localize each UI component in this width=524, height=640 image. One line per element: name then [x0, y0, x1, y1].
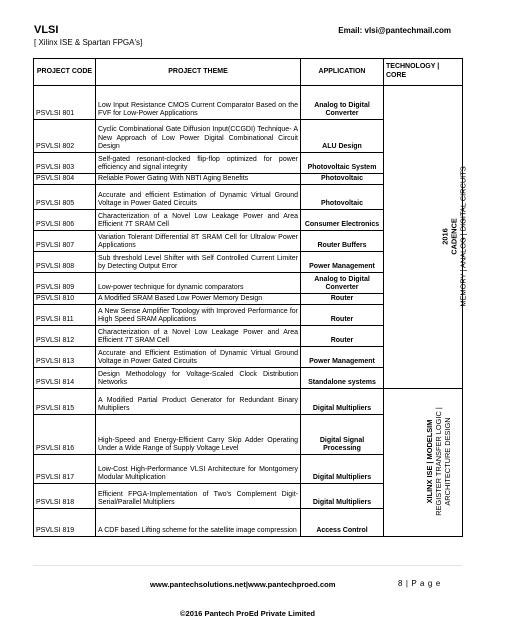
project-theme: Characterization of a Novel Low Leakage Power and Area Efficient 7T SRAM Cell [96, 326, 301, 347]
project-theme: Cyclic Combinational Gate Diffusion Input(CCGDI) Technique- A New Approach of Low Power Digital Combinational Circuit Design [96, 120, 301, 153]
footer-links: www.pantechsolutions.net|www.pantechproed.com [150, 580, 336, 589]
project-code: PSVLSI 801 [34, 86, 96, 120]
project-theme: Self-gated resonant-clocked flip-flop optimized for power efficiency and signal integrity [96, 153, 301, 174]
project-application: Photovoltaic [301, 185, 384, 210]
project-theme: Variation Tolerant Differential 8T SRAM Cell for Ultralow Power Applications [96, 231, 301, 252]
project-theme: Accurate and Efficient Estimation of Dynamic Virtual Ground Voltage in Power Gated Circuits [96, 347, 301, 368]
project-theme: Reliable Power Gating With NBTI Aging Benefits [96, 174, 301, 185]
project-code: PSVLSI 816 [34, 415, 96, 455]
project-application: Digital Multipliers [301, 455, 384, 484]
project-code: PSVLSI 815 [34, 389, 96, 415]
project-code: PSVLSI 802 [34, 120, 96, 153]
project-application: Standalone systems [301, 368, 384, 389]
project-code: PSVLSI 818 [34, 484, 96, 509]
project-application: Analog to Digital Converter [301, 273, 384, 294]
document-title: VLSI [34, 24, 59, 36]
projects-table [33, 58, 468, 537]
project-theme: Characterization of a Novel Low Leakage Power and Area Efficient 7T SRAM Cell [96, 210, 301, 231]
project-theme: High-Speed and Energy-Efficient Carry Skip Adder Operating Under a Wide Range of Supply Voltage Level [96, 415, 301, 455]
project-code: PSVLSI 817 [34, 455, 96, 484]
project-theme: Efficient FPGA-Implementation of Two's Complement Digit-Serial/Parallel Multipliers [96, 484, 301, 509]
project-code: PSVLSI 814 [34, 368, 96, 389]
project-code: PSVLSI 804 [34, 174, 96, 185]
project-code: PSVLSI 805 [34, 185, 96, 210]
technology-label: XILINX ISE | MODELSIM REGISTER TRANSFER LOGIC | ARCHITECTURE DESIGN [424, 407, 452, 516]
project-code: PSVLSI 803 [34, 153, 96, 174]
header-email: Email: vlsi@pantechmail.com [338, 26, 451, 35]
project-application: Access Control [301, 509, 384, 537]
table-row [34, 86, 463, 120]
project-theme: A Modified SRAM Based Low Power Memory Design [96, 294, 301, 305]
technology-group-xilinx [384, 389, 463, 537]
footer-divider [33, 565, 462, 566]
project-application: Analog to Digital Converter [301, 86, 384, 120]
technology-group-cadence [384, 86, 468, 389]
project-theme: Sub threshold Level Shifter with Self Controlled Current Limiter by Detecting Output Error [96, 252, 301, 273]
project-application: Photovoltaic [301, 174, 384, 185]
project-code: PSVLSI 809 [34, 273, 96, 294]
project-application: Router [301, 305, 384, 326]
project-code: PSVLSI 807 [34, 231, 96, 252]
project-application: Digital Signal Processing [301, 415, 384, 455]
project-theme: Low-power technique for dynamic comparators [96, 273, 301, 294]
project-code: PSVLSI 810 [34, 294, 96, 305]
document-subtitle: [ Xilinx ISE & Spartan FPGA's] [34, 38, 143, 47]
project-code: PSVLSI 812 [34, 326, 96, 347]
column-header-code: PROJECT CODE [34, 59, 96, 86]
project-application: Router [301, 294, 384, 305]
project-theme: A New Sense Amplifier Topology with Improved Performance for High Speed SRAM Applications [96, 305, 301, 326]
project-code: PSVLSI 806 [34, 210, 96, 231]
project-code: PSVLSI 811 [34, 305, 96, 326]
project-theme: A CDF based Lifting scheme for the satellite image compression [96, 509, 301, 537]
project-code: PSVLSI 819 [34, 509, 96, 537]
table-header-row [34, 59, 463, 86]
project-application: Digital Multipliers [301, 484, 384, 509]
column-header-theme: PROJECT THEME [96, 59, 301, 86]
page-number: 8 | P a g e [398, 579, 441, 588]
project-application: Router [301, 326, 384, 347]
project-application: ALU Design [301, 120, 384, 153]
project-theme: Low-Cost High-Performance VLSI Architecture for Montgomery Modular Multiplication [96, 455, 301, 484]
project-application: Consumer Electronics [301, 210, 384, 231]
project-theme: A Modified Partial Product Generator for Redundant Binary Multipliers [96, 389, 301, 415]
project-application: Power Management [301, 347, 384, 368]
project-application: Router Buffers [301, 231, 384, 252]
project-theme: Accurate and efficient Estimation of Dynamic Virtual Ground Voltage in Power Gated Circuits [96, 185, 301, 210]
technology-label: 2016 CADENCE MEMORY | ANALOG | DIGITAL CIRCUITS [440, 166, 468, 307]
project-code: PSVLSI 808 [34, 252, 96, 273]
project-theme: Design Methodology for Voltage-Scaled Clock Distribution Networks [96, 368, 301, 389]
column-header-application: APPLICATION [301, 59, 384, 86]
project-application: Photovoltaic System [301, 153, 384, 174]
document-header [34, 24, 142, 47]
column-header-technology: TECHNOLOGY | CORE [384, 59, 463, 86]
project-application: Digital Multipliers [301, 389, 384, 415]
project-code: PSVLSI 813 [34, 347, 96, 368]
table-row [34, 389, 463, 415]
footer-copyright: ©2016 Pantech ProEd Private Limited [179, 609, 316, 618]
project-theme: Low Input Resistance CMOS Current Comparator Based on the FVF for Low-Power Applications [96, 86, 301, 120]
project-application: Power Management [301, 252, 384, 273]
